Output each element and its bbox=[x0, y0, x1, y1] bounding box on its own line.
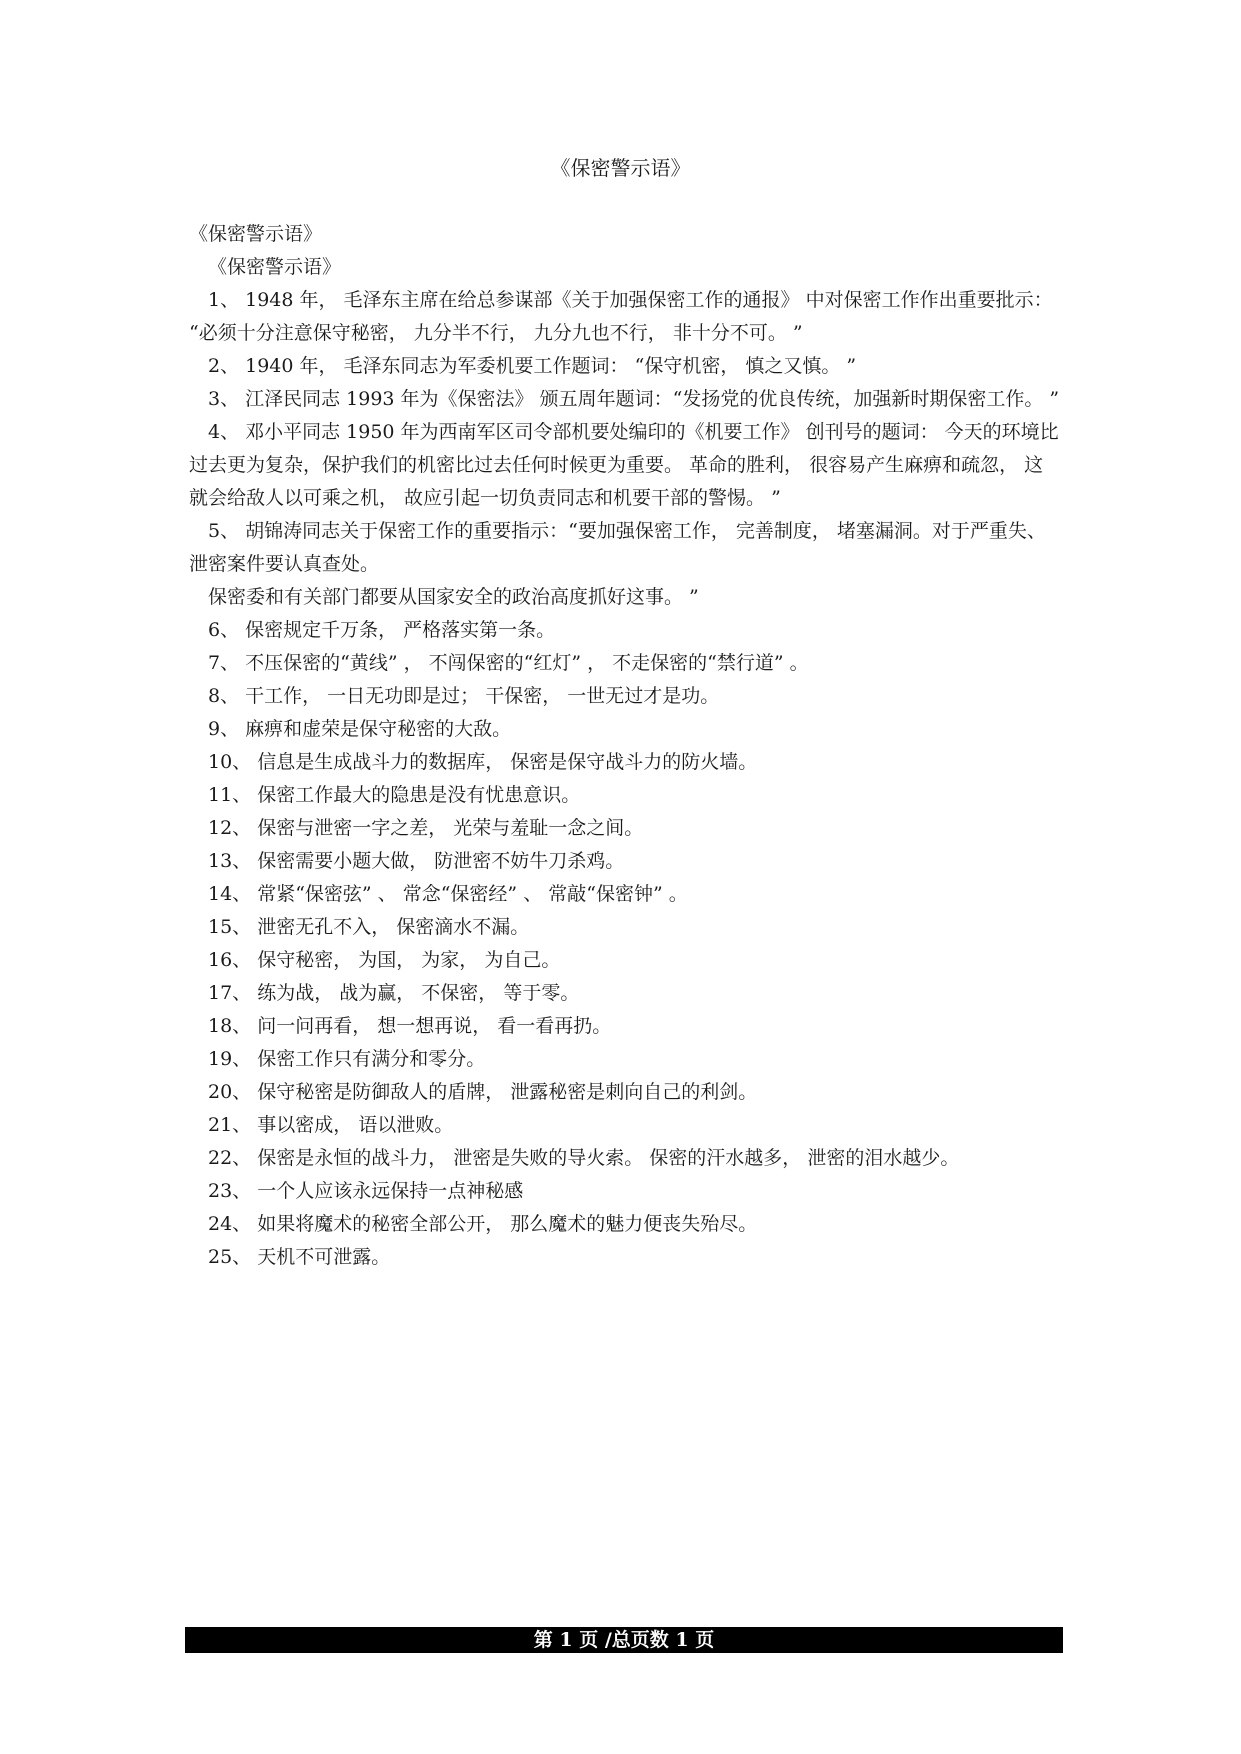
page-number-label: 第 1 页 /总页数 1 页 bbox=[533, 1629, 715, 1651]
paragraph: 5、 胡锦涛同志关于保密工作的重要指示：“要加强保密工作， 完善制度， 堵塞漏洞。对于严重失、 泄密案件要认真查处。 bbox=[189, 520, 1046, 575]
list-item: 22、 保密是永恒的战斗力， 泄密是失败的导火索。 保密的汗水越多， 泄密的泪水越少。 bbox=[208, 1147, 960, 1169]
list-item: 13、 保密需要小题大做， 防泄密不妨牛刀杀鸡。 bbox=[208, 850, 625, 872]
list-item: 19、 保密工作只有满分和零分。 bbox=[208, 1048, 486, 1070]
list-item: 14、 常紧“保密弦” 、 常念“保密经” 、 常敲“保密钟” 。 bbox=[208, 883, 688, 905]
list-item: 6、 保密规定千万条， 严格落实第一条。 bbox=[208, 619, 556, 641]
list-item: 20、 保守秘密是防御敌人的盾牌， 泄露秘密是刺向自己的利剑。 bbox=[208, 1081, 758, 1103]
document-body bbox=[189, 218, 1061, 1274]
list-item: 23、 一个人应该永远保持一点神秘感 bbox=[208, 1180, 524, 1202]
paragraph: 2、 1940 年， 毛泽东同志为军委机要工作题词： “保守机密， 慎之又慎。 ” bbox=[208, 355, 857, 377]
list-item: 21、 事以密成， 语以泄败。 bbox=[208, 1114, 454, 1136]
subtitle: 《保密警示语》 bbox=[208, 256, 342, 278]
list-item: 25、 天机不可泄露。 bbox=[208, 1246, 391, 1268]
subtitle: 《保密警示语》 bbox=[189, 223, 323, 245]
list-item: 24、 如果将魔术的秘密全部公开， 那么魔术的魅力便丧失殆尽。 bbox=[208, 1213, 758, 1235]
page-footer bbox=[185, 1627, 1063, 1653]
list-item: 8、 干工作， 一日无功即是过； 干保密， 一世无过才是功。 bbox=[208, 685, 720, 707]
list-item: 11、 保密工作最大的隐患是没有忧患意识。 bbox=[208, 784, 581, 806]
list-item: 17、 练为战， 战为赢， 不保密， 等于零。 bbox=[208, 982, 580, 1004]
list-item: 10、 信息是生成战斗力的数据库， 保密是保守战斗力的防火墙。 bbox=[208, 751, 758, 773]
list-item: 7、 不压保密的“黄线” ， 不闯保密的“红灯” ， 不走保密的“禁行道” 。 bbox=[208, 652, 809, 674]
paragraph: 3、 江泽民同志 1993 年为《保密法》 颁五周年题词：“发扬党的优良传统，加强新时期保密工作。 ” bbox=[208, 388, 1060, 410]
list-item: 9、 麻痹和虚荣是保守秘密的大敌。 bbox=[208, 718, 512, 740]
paragraph: 保密委和有关部门都要从国家安全的政治高度抓好这事。 ” bbox=[208, 586, 699, 608]
paragraph: 1、 1948 年， 毛泽东主席在给总参谋部《关于加强保密工作的通报》 中对保密工作作出重要批示： “必须十分注意保守秘密， 九分半不行， 九分九也不行， 非十分不可。 ” bbox=[189, 289, 1053, 344]
paragraph: 4、 邓小平同志 1950 年为西南军区司令部机要处编印的《机要工作》 创刊号的题词： 今天的环境比过去更为复杂，保护我们的机密比过去任何时候更为重要。 革命的胜利， 很容易产生麻痹和疏忽， 这就会给敌人以可乘之机， 故应引起一切负责同志和机要干部的警惕。 ” bbox=[189, 421, 1059, 509]
list-item: 12、 保密与泄密一字之差， 光荣与羞耻一念之间。 bbox=[208, 817, 644, 839]
list-item: 16、 保守秘密， 为国， 为家， 为自己。 bbox=[208, 949, 561, 971]
list-item: 15、 泄密无孔不入， 保密滴水不漏。 bbox=[208, 916, 530, 938]
page-title: 《保密警示语》 bbox=[550, 156, 691, 180]
list-item: 18、 问一问再看， 想一想再说， 看一看再扔。 bbox=[208, 1015, 612, 1037]
